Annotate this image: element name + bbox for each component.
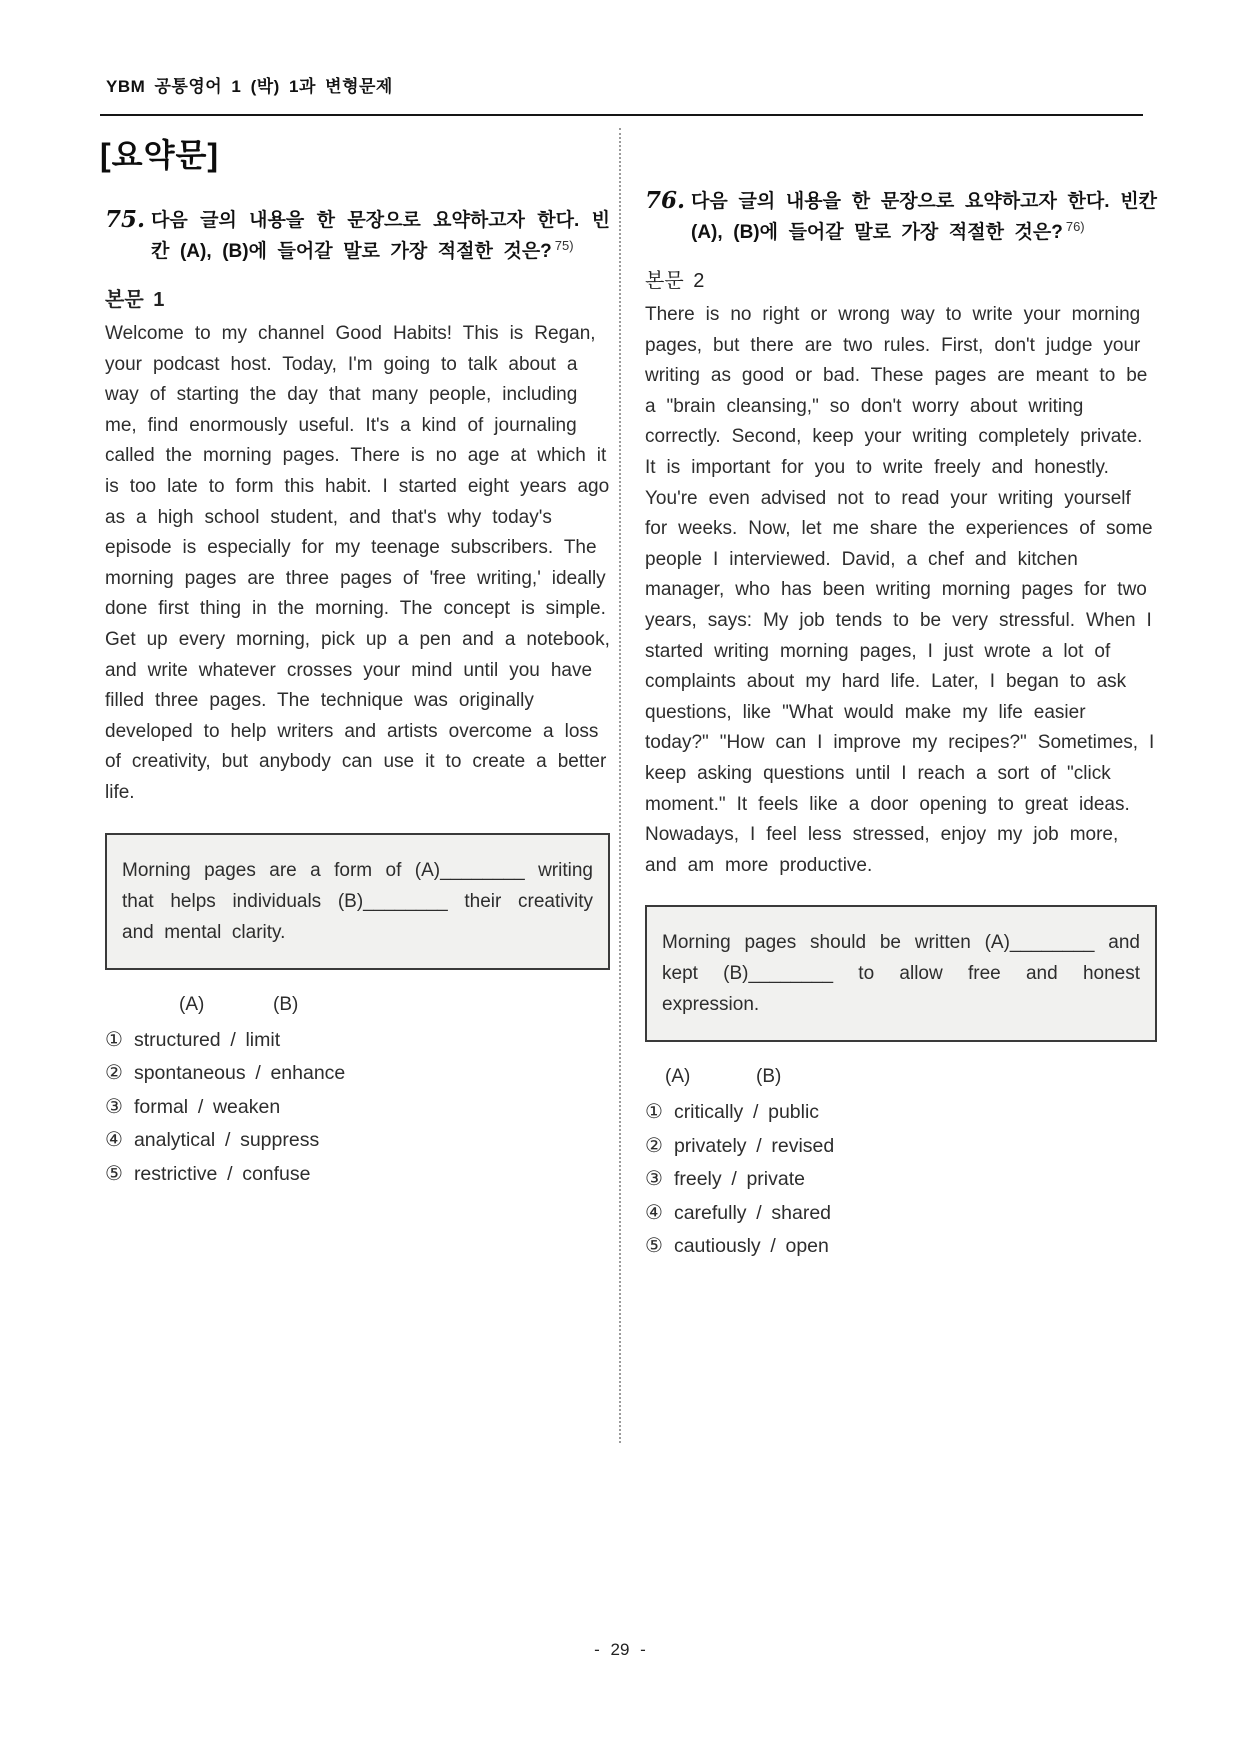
question-75-heading: [105, 205, 610, 267]
option-label: restrictive / confuse: [133, 1162, 311, 1185]
question-75: [105, 205, 610, 1191]
option-number: ④: [105, 1129, 123, 1151]
option-number: ③: [645, 1168, 663, 1191]
option-row: [645, 1096, 1157, 1130]
option-number: ⑤: [105, 1162, 123, 1185]
column-b-label: (B): [273, 993, 299, 1015]
option-row: [105, 1024, 610, 1058]
question-75-text: [151, 205, 610, 267]
option-number: ①: [105, 1028, 123, 1051]
option-label: freely / private: [673, 1168, 805, 1191]
passage-2-label: 본문 2: [645, 270, 705, 292]
option-row: [645, 1230, 1157, 1264]
option-number: ③: [105, 1095, 123, 1118]
question-76-text: [691, 186, 1157, 248]
question-75-number: 75.: [105, 206, 146, 233]
column-divider: [619, 128, 621, 1443]
option-label: cautiously / open: [673, 1235, 829, 1258]
options-75: [105, 1024, 610, 1192]
question-76-footnote-ref: 76): [1065, 218, 1085, 234]
summary-75-text: Morning pages are a form of (A)________ writing that helps individuals (B)________ their creativity and mental clarity.: [122, 859, 593, 943]
passage-1-text: Welcome to my channel Good Habits! This is Regan, your podcast host. Today, I'm going to talk about a way of starting the day that many people, including me, find enormously useful. It's a kind of journaling called the morning pages. There is no age at which it is too late to form this habit. I started eight years ago as a high school student, and that's why today's episode is especially for my teenage subscribers. The morning pages are three pages of 'free writing,' ideally done first thing in the morning. The concept is simple. Get up every morning, pick up a pen and a notebook, and write whatever crosses your mind until you have filled three pages. The technique was originally developed to help writers and artists overcome a loss of creativity, but anybody can use it to create a better life.: [105, 323, 610, 803]
option-number: ②: [105, 1062, 123, 1084]
option-label: spontaneous / enhance: [133, 1062, 346, 1084]
question-76-number: 76.: [645, 187, 686, 214]
question-76-prompt: 다음 글의 내용을 한 문장으로 요약하고자 한다. 빈칸 (A), (B)에 들어갈 말로 가장 적절한 것은?: [691, 191, 1157, 243]
option-label: privately / revised: [673, 1134, 835, 1157]
option-row: [105, 1091, 610, 1125]
option-number: ①: [645, 1101, 663, 1124]
header-rule: [100, 114, 1143, 116]
column-a-label: (A): [179, 993, 205, 1015]
option-row: [645, 1163, 1157, 1197]
question-75-footnote-ref: 75): [554, 237, 574, 253]
summary-box-76: [645, 905, 1157, 1042]
option-number: ④: [645, 1201, 663, 1224]
passage-1-label: 본문 1: [105, 289, 165, 311]
column-a-label: (A): [665, 1066, 691, 1088]
answer-column-header-75: [105, 994, 610, 1016]
section-title: [요약문]: [100, 137, 220, 173]
option-label: structured / limit: [133, 1028, 281, 1051]
question-76: [645, 186, 1157, 1264]
option-row: [645, 1130, 1157, 1164]
summary-box-75: [105, 833, 610, 970]
answer-column-header-76: [645, 1066, 1157, 1088]
option-row: [105, 1057, 610, 1091]
question-76-heading: [645, 186, 1157, 248]
option-number: ②: [645, 1134, 663, 1157]
option-label: critically / public: [673, 1101, 820, 1124]
option-number: ⑤: [645, 1235, 663, 1258]
option-label: analytical / suppress: [133, 1129, 320, 1151]
option-row: [645, 1197, 1157, 1231]
course-title: YBM 공통영어 1 (박) 1과 변형문제: [106, 77, 393, 96]
option-label: formal / weaken: [133, 1095, 281, 1118]
summary-76-text: Morning pages should be written (A)________ and kept (B)________ to allow free and honest expression.: [662, 932, 1140, 1016]
passage-2-text: There is no right or wrong way to write your morning pages, but there are two rules. First, don't judge your writing as good or bad. These pages are meant to be a "brain cleansing," so don't worry about writing correctly. Second, keep your writing completely private. It is important for you to write freely and honestly. You're even advised not to read your writing yourself for weeks. Now, let me share the experiences of some people I interviewed. David, a chef and kitchen manager, who has been writing morning pages for two years, says: My job tends to be very stressful. When I started writing morning pages, I just wrote a lot of complaints about my hard life. Later, I began to ask questions, like "What would make my life easier today?" "How can I improve my recipes?" Sometimes, I keep asking questions until I reach a sort of "click moment." It feels like a door opening to great ideas. Nowadays, I feel less stressed, enjoy my job more, and am more productive.: [645, 304, 1155, 876]
option-label: carefully / shared: [673, 1201, 832, 1224]
page-number: - 29 -: [594, 1640, 646, 1659]
column-b-label: (B): [756, 1066, 782, 1088]
option-row: [105, 1124, 610, 1158]
question-75-prompt: 다음 글의 내용을 한 문장으로 요약하고자 한다. 빈칸 (A), (B)에 들어갈 말로 가장 적절한 것은?: [151, 210, 610, 262]
option-row: [105, 1158, 610, 1192]
options-76: [645, 1096, 1157, 1264]
